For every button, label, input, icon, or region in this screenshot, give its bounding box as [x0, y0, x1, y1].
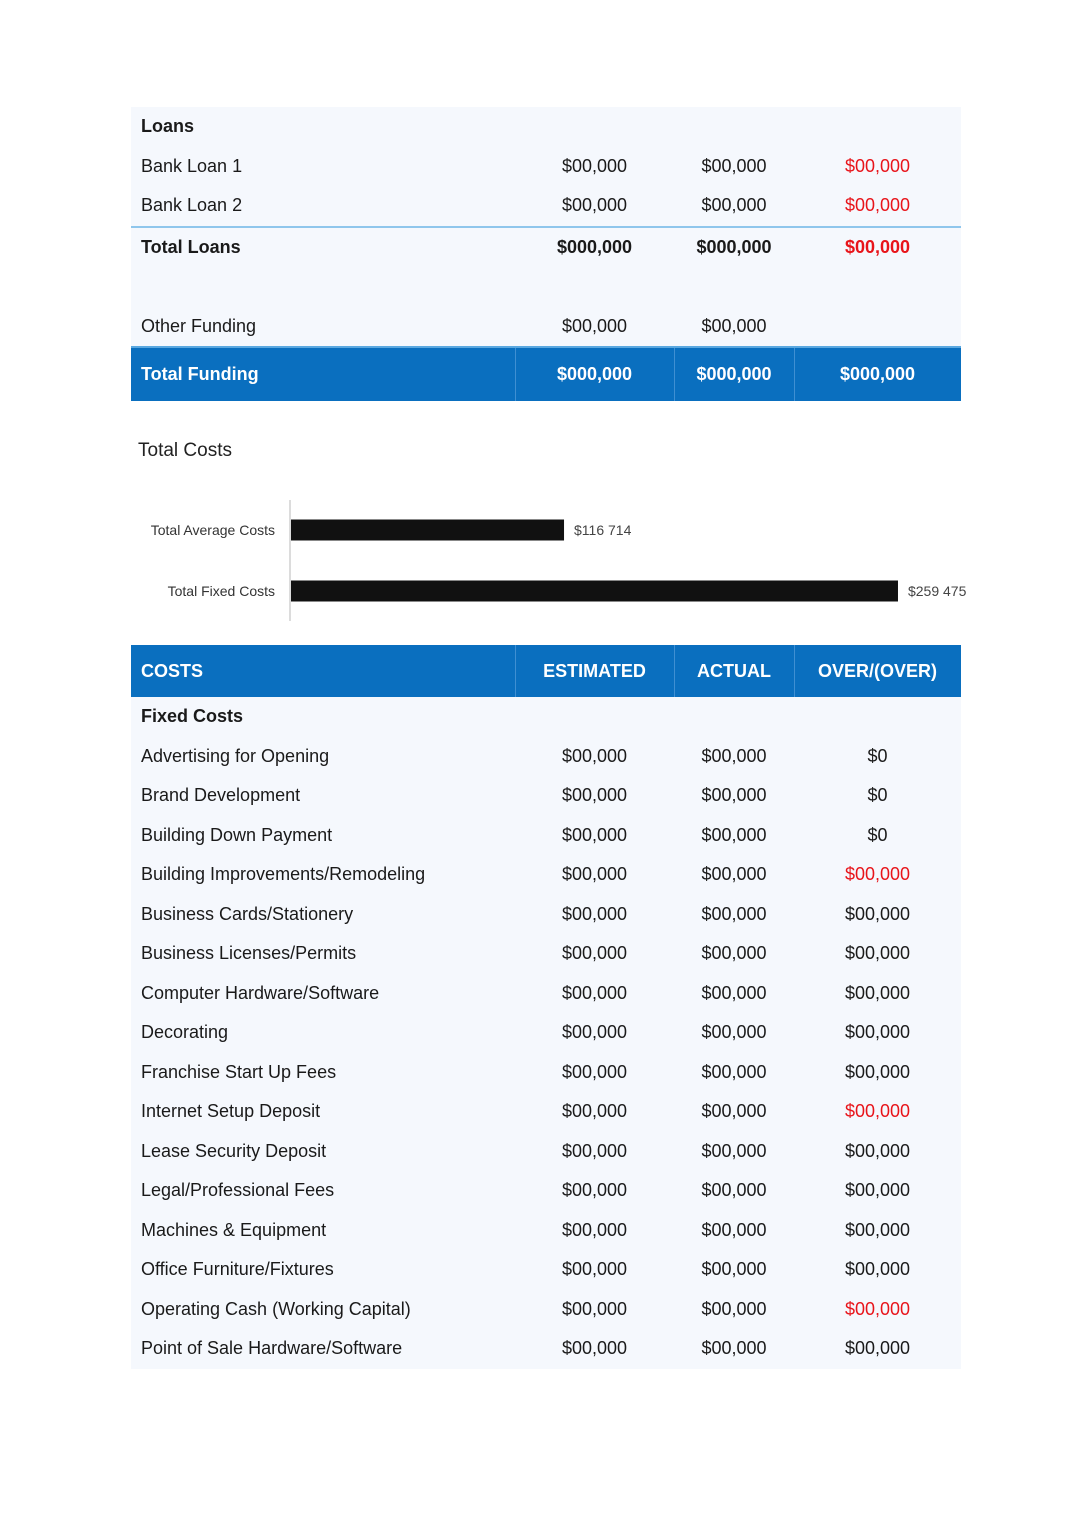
actual-cell: $00,000: [701, 824, 767, 845]
category-label: Total Fixed Costs: [167, 583, 275, 599]
row-label: Internet Setup Deposit: [141, 1101, 321, 1121]
bar: [291, 520, 564, 541]
row-label: Building Improvements/Remodeling: [141, 864, 426, 884]
table-row: [131, 147, 961, 187]
actual-cell: $00,000: [701, 982, 767, 1003]
estimated-cell: $00,000: [561, 195, 628, 215]
table-row: [131, 1290, 961, 1330]
actual-cell: $00,000: [701, 1101, 767, 1121]
row-label: Point of Sale Hardware/Software: [141, 1338, 403, 1358]
table-row: [131, 895, 961, 935]
estimated-cell: $00,000: [561, 155, 628, 176]
estimated-cell: $00,000: [561, 1180, 628, 1200]
row-label: Bank Loan 2: [141, 195, 243, 215]
actual-cell: $00,000: [701, 1061, 767, 1082]
column-divider: [674, 348, 675, 401]
actual-cell: $00,000: [701, 1259, 767, 1279]
row-label: Machines & Equipment: [141, 1219, 327, 1240]
table-row: [131, 776, 961, 816]
over-cell: $00,000: [844, 903, 911, 924]
over-cell: $00,000: [844, 195, 911, 215]
table-row: [131, 1171, 961, 1211]
total-costs-chart: [0, 480, 1086, 640]
table-row: [131, 1250, 961, 1290]
table-row: [131, 1092, 961, 1132]
row-label: Operating Cash (Working Capital): [141, 1298, 411, 1319]
actual-cell: $00,000: [701, 1022, 767, 1042]
costs-table: [131, 697, 961, 1369]
estimated-cell: $00,000: [561, 745, 628, 766]
row-label: Franchise Start Up Fees: [141, 1061, 337, 1082]
data-label: $259 475: [907, 583, 967, 599]
table-row: [131, 855, 961, 895]
actual-cell: $00,000: [701, 1180, 767, 1200]
fixed-costs-section-row: [131, 697, 961, 737]
table-row: [131, 1013, 961, 1053]
column-divider: [515, 645, 516, 697]
fixed-costs-label: Fixed Costs: [141, 706, 244, 726]
row-label: Brand Development: [141, 785, 301, 805]
header-over: OVER/(OVER): [817, 661, 937, 681]
over-cell: $0: [867, 745, 888, 766]
other-funding-label: Other Funding: [141, 316, 257, 336]
estimated-cell: $00,000: [561, 1101, 628, 1121]
table-row: [131, 737, 961, 777]
over-cell: $00,000: [844, 864, 911, 884]
other-funding-actual: $00,000: [701, 316, 767, 336]
over-cell: $0: [867, 824, 888, 845]
other-funding-estimated: $00,000: [561, 316, 628, 336]
over-cell: $00,000: [844, 1180, 911, 1200]
over-cell: $00,000: [844, 943, 911, 963]
over-cell: $00,000: [844, 1219, 911, 1240]
total-funding-estimated: $000,000: [556, 364, 633, 384]
table-row: [131, 1211, 961, 1251]
table-row: [131, 934, 961, 974]
actual-cell: $00,000: [701, 1140, 767, 1161]
estimated-cell: $00,000: [561, 1022, 628, 1042]
column-divider: [794, 645, 795, 697]
actual-cell: $00,000: [701, 903, 767, 924]
row-label: Office Furniture/Fixtures: [141, 1259, 334, 1279]
actual-cell: $00,000: [701, 943, 767, 963]
column-divider: [794, 348, 795, 401]
total-loans-estimated: $000,000: [556, 236, 633, 257]
estimated-cell: $00,000: [561, 1338, 628, 1358]
row-label: Building Down Payment: [141, 824, 333, 845]
loans-section-label: Loans: [141, 116, 195, 136]
estimated-cell: $00,000: [561, 864, 628, 884]
actual-cell: $00,000: [701, 1298, 767, 1319]
data-label: $116 714: [574, 522, 632, 538]
estimated-cell: $00,000: [561, 785, 628, 805]
actual-cell: $00,000: [701, 1219, 767, 1240]
table-row: [131, 1329, 961, 1369]
row-label: Business Licenses/Permits: [141, 943, 357, 963]
row-label: Business Cards/Stationery: [141, 903, 354, 924]
over-cell: $0: [867, 785, 888, 805]
loans-section-row: [131, 107, 961, 147]
estimated-cell: $00,000: [561, 1061, 628, 1082]
estimated-cell: $00,000: [561, 824, 628, 845]
over-cell: $00,000: [844, 982, 911, 1003]
table-row: [131, 1053, 961, 1093]
total-funding-over: $000,000: [839, 364, 916, 384]
actual-cell: $00,000: [701, 745, 767, 766]
actual-cell: $00,000: [701, 155, 767, 176]
costs-header-row: [131, 645, 961, 697]
chart-title: Total Costs: [138, 440, 232, 461]
row-label: Computer Hardware/Software: [141, 982, 380, 1003]
row-label: Advertising for Opening: [141, 745, 330, 766]
bar: [291, 581, 898, 602]
estimated-cell: $00,000: [561, 1219, 628, 1240]
over-cell: $00,000: [844, 1338, 911, 1358]
estimated-cell: $00,000: [561, 1298, 628, 1319]
category-label: Total Average Costs: [150, 522, 275, 538]
over-cell: $00,000: [844, 1022, 911, 1042]
over-cell: $00,000: [844, 1259, 911, 1279]
estimated-cell: $00,000: [561, 982, 628, 1003]
other-funding-row: [131, 307, 961, 347]
estimated-cell: $00,000: [561, 1259, 628, 1279]
over-cell: $00,000: [844, 155, 911, 176]
table-row: [131, 1132, 961, 1172]
estimated-cell: $00,000: [561, 943, 628, 963]
table-row: [131, 974, 961, 1014]
over-cell: $00,000: [844, 1101, 911, 1121]
total-loans-actual: $000,000: [696, 236, 772, 257]
total-loans-over: $00,000: [844, 236, 911, 257]
total-funding-row: [131, 346, 961, 401]
over-cell: $00,000: [844, 1061, 911, 1082]
over-cell: $00,000: [844, 1298, 911, 1319]
column-divider: [515, 348, 516, 401]
loans-table: [131, 107, 961, 347]
row-label: Lease Security Deposit: [141, 1140, 327, 1161]
row-label: Decorating: [141, 1022, 229, 1042]
column-divider: [674, 645, 675, 697]
row-label: Bank Loan 1: [141, 155, 243, 176]
total-loans-row: [131, 226, 961, 268]
row-label: Legal/Professional Fees: [141, 1180, 335, 1200]
actual-cell: $00,000: [701, 785, 767, 805]
actual-cell: $00,000: [701, 195, 767, 215]
total-loans-label: Total Loans: [141, 236, 241, 257]
estimated-cell: $00,000: [561, 1140, 628, 1161]
over-cell: $00,000: [844, 1140, 911, 1161]
spacer: [131, 267, 961, 307]
header-actual: ACTUAL: [697, 661, 771, 681]
header-estimated: ESTIMATED: [543, 661, 646, 681]
actual-cell: $00,000: [701, 1338, 767, 1358]
total-funding-actual: $000,000: [696, 364, 772, 384]
table-row: [131, 816, 961, 856]
estimated-cell: $00,000: [561, 903, 628, 924]
table-row: [131, 186, 961, 226]
total-funding-label: Total Funding: [141, 364, 259, 384]
header-costs: COSTS: [141, 661, 204, 681]
actual-cell: $00,000: [701, 864, 767, 884]
